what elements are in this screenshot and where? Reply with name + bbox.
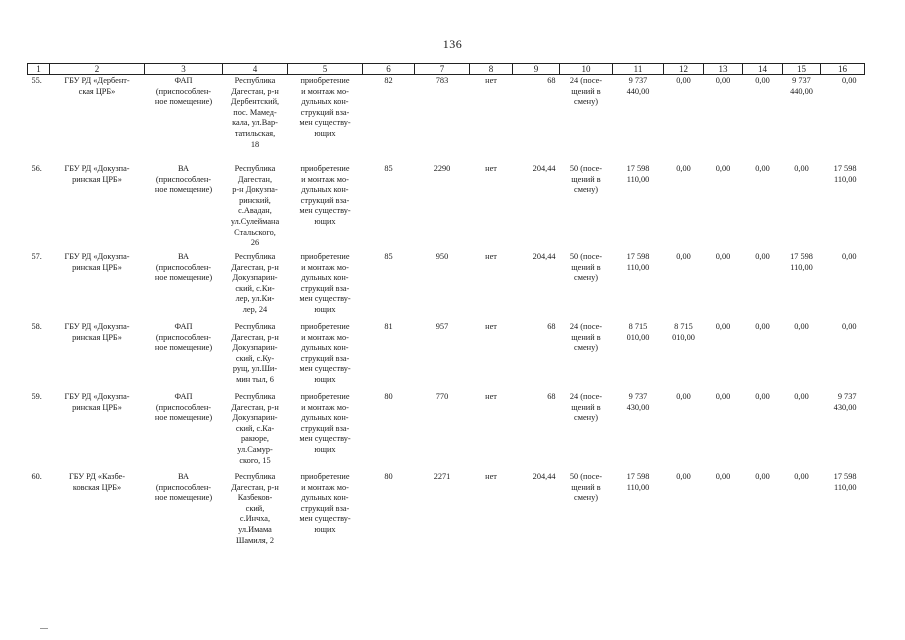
organization-cell [50, 164, 145, 252]
cell-line: мен существу- [299, 514, 351, 524]
cell-line: 0,00 [841, 76, 857, 85]
cell-line: и монтаж мо- [301, 86, 349, 96]
cell-line: 8 715 [674, 322, 693, 331]
cell-line: Дагестан, р-н [231, 262, 279, 272]
cell-line: 0,00 [755, 472, 770, 481]
cell-line: Республика [234, 76, 276, 85]
row-number: 57. [31, 252, 42, 261]
cell-line: мен существу- [299, 434, 351, 444]
cell-line: ринская ЦРБ» [72, 262, 122, 272]
action-cell [288, 252, 363, 322]
cell-line: Республика [234, 392, 276, 401]
header-col-7: 7 [415, 64, 470, 75]
address-cell [223, 322, 288, 392]
cell-line: 24 (посе- [569, 76, 603, 85]
cell-line: дульных кон- [301, 493, 349, 503]
col-13-cell [704, 75, 743, 165]
col-10-cell [560, 472, 613, 562]
cell-line: струкций вза- [300, 107, 350, 117]
col-9-cell: 204,44 [532, 252, 556, 261]
col-14-cell [743, 472, 783, 562]
header-col-2: 2 [50, 64, 145, 75]
cell-line: смену) [574, 493, 598, 503]
action-cell [288, 164, 363, 252]
table-row [28, 75, 865, 165]
col-7-cell: 2290 [433, 164, 451, 173]
cell-line: 440,00 [626, 86, 650, 96]
cell-line: ное помещение) [154, 493, 213, 503]
cell-line: 17 598 [833, 472, 857, 481]
cell-line: 0,00 [755, 76, 770, 85]
cell-line: ющих [314, 375, 336, 385]
col-9-cell: 68 [547, 392, 556, 401]
row-number: 58. [31, 322, 42, 331]
cell-line: 0,00 [794, 164, 809, 173]
cell-line: ринская ЦРБ» [72, 402, 122, 412]
cell-line: ринский, [239, 195, 271, 205]
col-11-cell [613, 164, 664, 252]
cell-line: приобретение [300, 164, 350, 173]
col-6-cell: 85 [384, 164, 393, 173]
cell-line: 0,00 [755, 392, 770, 401]
cell-line: ФАП [174, 76, 193, 85]
facility-type-cell [145, 75, 223, 165]
col-16-cell [821, 472, 865, 562]
col-15-cell [783, 164, 821, 252]
col-9-cell: 204,44 [532, 472, 556, 481]
cell-line: и монтаж мо- [301, 482, 349, 492]
cell-line: 17 598 [626, 164, 650, 173]
cell-line: 17 598 [626, 252, 650, 261]
cell-line: Дагестан, р-н [231, 332, 279, 342]
col-15-cell [783, 252, 821, 322]
cell-line: смену) [574, 273, 598, 283]
col-10-cell [560, 75, 613, 165]
action-cell [288, 472, 363, 562]
facility-type-cell [145, 164, 223, 252]
column-number-header [28, 64, 865, 75]
cell-line: струкций вза- [300, 503, 350, 513]
header-col-12: 12 [664, 64, 704, 75]
cell-line: ФАП [174, 392, 193, 401]
cell-line: ное помещение) [154, 413, 213, 423]
col-15-cell [783, 392, 821, 472]
cell-line: (приспособлен- [155, 174, 212, 184]
cell-line: лер, 24 [242, 305, 268, 315]
cell-line: 010,00 [672, 332, 695, 342]
cell-line: 0,00 [676, 392, 691, 401]
row-number: 56. [31, 164, 42, 173]
col-9-cell: 68 [547, 322, 556, 331]
col-7-cell: 950 [435, 252, 449, 261]
cell-line: ющих [314, 525, 336, 535]
cell-line: 430,00 [833, 402, 857, 412]
cell-line: ГБУ РД «Дербент- [64, 76, 130, 85]
facilities-table [27, 63, 865, 562]
cell-line: Дагестан, р-н [231, 402, 279, 412]
col-14-cell [743, 75, 783, 165]
table-row [28, 164, 865, 252]
cell-line: ский, [245, 503, 265, 513]
col-10-cell [560, 164, 613, 252]
cell-line: 0,00 [755, 164, 770, 173]
header-col-15: 15 [783, 64, 821, 75]
col-11-cell [613, 322, 664, 392]
organization-cell [50, 472, 145, 562]
col-6-cell: 81 [384, 322, 393, 331]
cell-line: ющих [314, 129, 336, 139]
col-12-cell [664, 472, 704, 562]
cell-line: ул.Имама [238, 525, 272, 535]
cell-line: ное помещение) [154, 97, 213, 107]
cell-line: Республика [234, 252, 276, 261]
cell-line: ное помещение) [154, 343, 213, 353]
cell-line: ковская ЦРБ» [72, 482, 122, 492]
cell-line: дульных кон- [301, 343, 349, 353]
cell-line: щений в [571, 482, 601, 492]
table-row [28, 472, 865, 562]
cell-line: ского, 15 [239, 455, 271, 465]
col-12-cell [664, 75, 704, 165]
cell-line: приобретение [300, 252, 350, 261]
facility-type-cell [145, 322, 223, 392]
cell-line: 430,00 [626, 402, 650, 412]
header-col-13: 13 [704, 64, 743, 75]
col-14-cell [743, 252, 783, 322]
cell-line: пос. Мамед- [233, 107, 277, 117]
organization-cell [50, 252, 145, 322]
cell-line: 0,00 [715, 392, 731, 401]
address-cell [223, 472, 288, 562]
col-13-cell [704, 472, 743, 562]
table-row [28, 392, 865, 472]
cell-line: 0,00 [841, 252, 857, 261]
cell-line: (приспособлен- [155, 262, 212, 272]
col-14-cell [743, 164, 783, 252]
cell-line: мен существу- [299, 118, 351, 128]
cell-line: Стальского, [234, 227, 276, 237]
cell-line: 9 737 [628, 76, 648, 85]
cell-line: 17 598 [790, 252, 813, 261]
cell-line: щений в [571, 262, 601, 272]
cell-line: 50 (посе- [569, 164, 603, 173]
cell-line: ский, с.Ку- [235, 353, 275, 363]
col-7-cell: 783 [435, 76, 449, 85]
cell-line: смену) [574, 343, 598, 353]
cell-line: Казбеков- [237, 493, 273, 503]
cell-line: 24 (посе- [569, 392, 603, 401]
cell-line: 0,00 [794, 322, 809, 331]
col-10-cell [560, 252, 613, 322]
cell-line: и монтаж мо- [301, 174, 349, 184]
cell-line: и монтаж мо- [301, 402, 349, 412]
cell-line: 0,00 [755, 322, 770, 331]
cell-line: ГБУ РД «Докузпа- [64, 252, 130, 261]
col-6-cell: 85 [384, 252, 393, 261]
cell-line: (приспособлен- [155, 402, 212, 412]
col-8-cell: нет [485, 164, 497, 173]
col-13-cell [704, 392, 743, 472]
header-col-8: 8 [470, 64, 513, 75]
col-11-cell [613, 75, 664, 165]
cell-line: 0,00 [755, 252, 770, 261]
header-col-6: 6 [363, 64, 415, 75]
action-cell [288, 392, 363, 472]
header-col-16: 16 [821, 64, 865, 75]
cell-line: ская ЦРБ» [78, 86, 116, 96]
cell-line: мин тыл, 6 [236, 375, 274, 385]
cell-line: ГБУ РД «Казбе- [68, 472, 126, 481]
header-col-4: 4 [223, 64, 288, 75]
cell-line: 110,00 [833, 174, 857, 184]
cell-line: 110,00 [833, 482, 857, 492]
cell-line: 9 737 [628, 392, 648, 401]
cell-line: Докузпарин- [232, 343, 278, 353]
cell-line: струкций вза- [300, 195, 350, 205]
col-13-cell [704, 322, 743, 392]
cell-line: щений в [571, 332, 601, 342]
header-col-14: 14 [743, 64, 783, 75]
cell-line: ул.Самур- [237, 445, 273, 455]
cell-line: Дагестан, р-н [231, 482, 279, 492]
address-cell [223, 392, 288, 472]
cell-line: щений в [571, 174, 601, 184]
cell-line: ринская ЦРБ» [72, 332, 122, 342]
cell-line: ский, с.Ки- [235, 283, 275, 293]
cell-line: ющих [314, 445, 336, 455]
header-col-5: 5 [288, 64, 363, 75]
cell-line: Дагестан, р-н [231, 86, 279, 96]
cell-line: Докузпарин- [232, 273, 278, 283]
header-col-1: 1 [28, 64, 50, 75]
address-cell [223, 75, 288, 165]
cell-line: 110,00 [626, 482, 650, 492]
cell-line: смену) [574, 413, 598, 423]
cell-line: Шамиля, 2 [236, 535, 274, 545]
cell-line: 0,00 [715, 472, 731, 481]
col-11-cell [613, 392, 664, 472]
cell-line: рущ, ул.Ши- [232, 364, 278, 374]
col-15-cell [783, 75, 821, 165]
row-number: 55. [31, 76, 42, 85]
col-7-cell: 957 [435, 322, 449, 331]
cell-line: 440,00 [790, 86, 813, 96]
col-8-cell: нет [485, 322, 497, 331]
cell-line: 24 (посе- [569, 322, 603, 331]
cell-line: Дербентский, [230, 97, 280, 107]
col-10-cell [560, 322, 613, 392]
col-15-cell [783, 472, 821, 562]
col-11-cell [613, 252, 664, 322]
cell-line: (приспособлен- [155, 332, 212, 342]
col-6-cell: 80 [384, 392, 393, 401]
col-12-cell [664, 392, 704, 472]
col-16-cell [821, 252, 865, 322]
col-16-cell [821, 164, 865, 252]
cell-line: ное помещение) [154, 185, 213, 195]
cell-line: ющих [314, 305, 336, 315]
cell-line: Республика [234, 164, 276, 173]
facility-type-cell [145, 252, 223, 322]
col-12-cell [664, 322, 704, 392]
cell-line: ракюре, [241, 434, 269, 444]
header-col-9: 9 [513, 64, 560, 75]
cell-line: струкций вза- [300, 283, 350, 293]
cell-line: ВА [177, 164, 189, 173]
col-7-cell: 2271 [433, 472, 451, 481]
cell-line: мен существу- [299, 294, 351, 304]
cell-line: ВА [177, 252, 189, 261]
cell-line: 0,00 [794, 392, 809, 401]
cell-line: 0,00 [676, 164, 691, 173]
cell-line: 110,00 [626, 174, 650, 184]
col-12-cell [664, 252, 704, 322]
cell-line: 18 [250, 139, 260, 149]
page-number: 136 [442, 37, 463, 51]
cell-line: приобретение [300, 392, 350, 401]
col-15-cell [783, 322, 821, 392]
cell-line: дульных кон- [301, 185, 349, 195]
organization-cell [50, 322, 145, 392]
cell-line: татильская, [234, 129, 276, 139]
cell-line: 8 715 [628, 322, 648, 331]
cell-line: 0,00 [794, 472, 809, 481]
col-12-cell [664, 164, 704, 252]
cell-line: 17 598 [626, 472, 650, 481]
cell-line: смену) [574, 185, 598, 195]
header-col-11: 11 [613, 64, 664, 75]
cell-line: щений в [571, 86, 601, 96]
table-row [28, 322, 865, 392]
cell-line: р-н Докузпа- [232, 185, 278, 195]
cell-line: и монтаж мо- [301, 262, 349, 272]
cell-line: 0,00 [841, 322, 857, 331]
cell-line: мен существу- [299, 364, 351, 374]
cell-line: ский, с.Ка- [235, 423, 275, 433]
cell-line: 110,00 [790, 262, 813, 272]
address-cell [223, 164, 288, 252]
cell-line: струкций вза- [300, 423, 350, 433]
cell-line: 0,00 [676, 76, 691, 85]
margin-mark [40, 628, 48, 629]
cell-line: ющих [314, 217, 336, 227]
cell-line: 0,00 [676, 472, 691, 481]
cell-line: Докузпарин- [232, 413, 278, 423]
col-14-cell [743, 392, 783, 472]
cell-line: ГБУ РД «Докузпа- [64, 322, 130, 331]
cell-line: Республика [234, 472, 276, 481]
cell-line: с.Авадан, [238, 206, 272, 216]
cell-line: ринская ЦРБ» [72, 174, 122, 184]
cell-line: ГБУ РД «Докузпа- [64, 164, 130, 173]
col-8-cell: нет [485, 252, 497, 261]
cell-line: щений в [571, 402, 601, 412]
facility-type-cell [145, 472, 223, 562]
facility-type-cell [145, 392, 223, 472]
organization-cell [50, 75, 145, 165]
cell-line: с.Инчха, [239, 514, 271, 524]
cell-line: 50 (посе- [569, 472, 603, 481]
cell-line: мен существу- [299, 206, 351, 216]
cell-line: 26 [250, 238, 260, 248]
cell-line: 50 (посе- [569, 252, 603, 261]
col-14-cell [743, 322, 783, 392]
cell-line: 9 737 [792, 76, 811, 85]
cell-line: 0,00 [676, 252, 691, 261]
cell-line: смену) [574, 97, 598, 107]
cell-line: приобретение [300, 76, 350, 85]
col-11-cell [613, 472, 664, 562]
cell-line: 0,00 [715, 252, 731, 261]
action-cell [288, 322, 363, 392]
cell-line: струкций вза- [300, 353, 350, 363]
cell-line: дульных кон- [301, 413, 349, 423]
col-16-cell [821, 392, 865, 472]
header-col-3: 3 [145, 64, 223, 75]
cell-line: 9 737 [837, 392, 857, 401]
col-6-cell: 80 [384, 472, 393, 481]
row-number: 60. [31, 472, 42, 481]
col-7-cell: 770 [435, 392, 449, 401]
cell-line: дульных кон- [301, 273, 349, 283]
cell-line: 17 598 [833, 164, 857, 173]
table-row [28, 252, 865, 322]
cell-line: ВА [177, 472, 189, 481]
address-cell [223, 252, 288, 322]
cell-line: и монтаж мо- [301, 332, 349, 342]
action-cell [288, 75, 363, 165]
cell-line: ное помещение) [154, 273, 213, 283]
cell-line: (приспособлен- [155, 86, 212, 96]
facilities-table-container [27, 63, 864, 562]
cell-line: ГБУ РД «Докузпа- [64, 392, 130, 401]
cell-line: Дагестан, [237, 174, 273, 184]
row-number: 59. [31, 392, 42, 401]
cell-line: 0,00 [715, 322, 731, 331]
col-9-cell: 68 [547, 76, 556, 85]
col-8-cell: нет [485, 392, 497, 401]
col-16-cell [821, 322, 865, 392]
cell-line: Республика [234, 322, 276, 331]
cell-line: кала, ул.Вар- [232, 118, 278, 128]
cell-line: приобретение [300, 322, 350, 331]
cell-line: 0,00 [715, 76, 731, 85]
col-9-cell: 204,44 [532, 164, 556, 173]
cell-line: лер, ул.Ки- [235, 294, 275, 304]
cell-line: ФАП [174, 322, 193, 331]
cell-line: (приспособлен- [155, 482, 212, 492]
cell-line: приобретение [300, 472, 350, 481]
col-10-cell [560, 392, 613, 472]
organization-cell [50, 392, 145, 472]
header-col-10: 10 [560, 64, 613, 75]
col-8-cell: нет [485, 472, 497, 481]
cell-line: дульных кон- [301, 97, 349, 107]
col-13-cell [704, 252, 743, 322]
cell-line: 110,00 [626, 262, 650, 272]
col-16-cell [821, 75, 865, 165]
cell-line: 010,00 [626, 332, 650, 342]
col-6-cell: 82 [384, 76, 393, 85]
cell-line: 0,00 [715, 164, 731, 173]
col-8-cell: нет [485, 76, 497, 85]
table-body [28, 75, 865, 563]
col-13-cell [704, 164, 743, 252]
cell-line: ул.Сулеймана [230, 217, 280, 227]
